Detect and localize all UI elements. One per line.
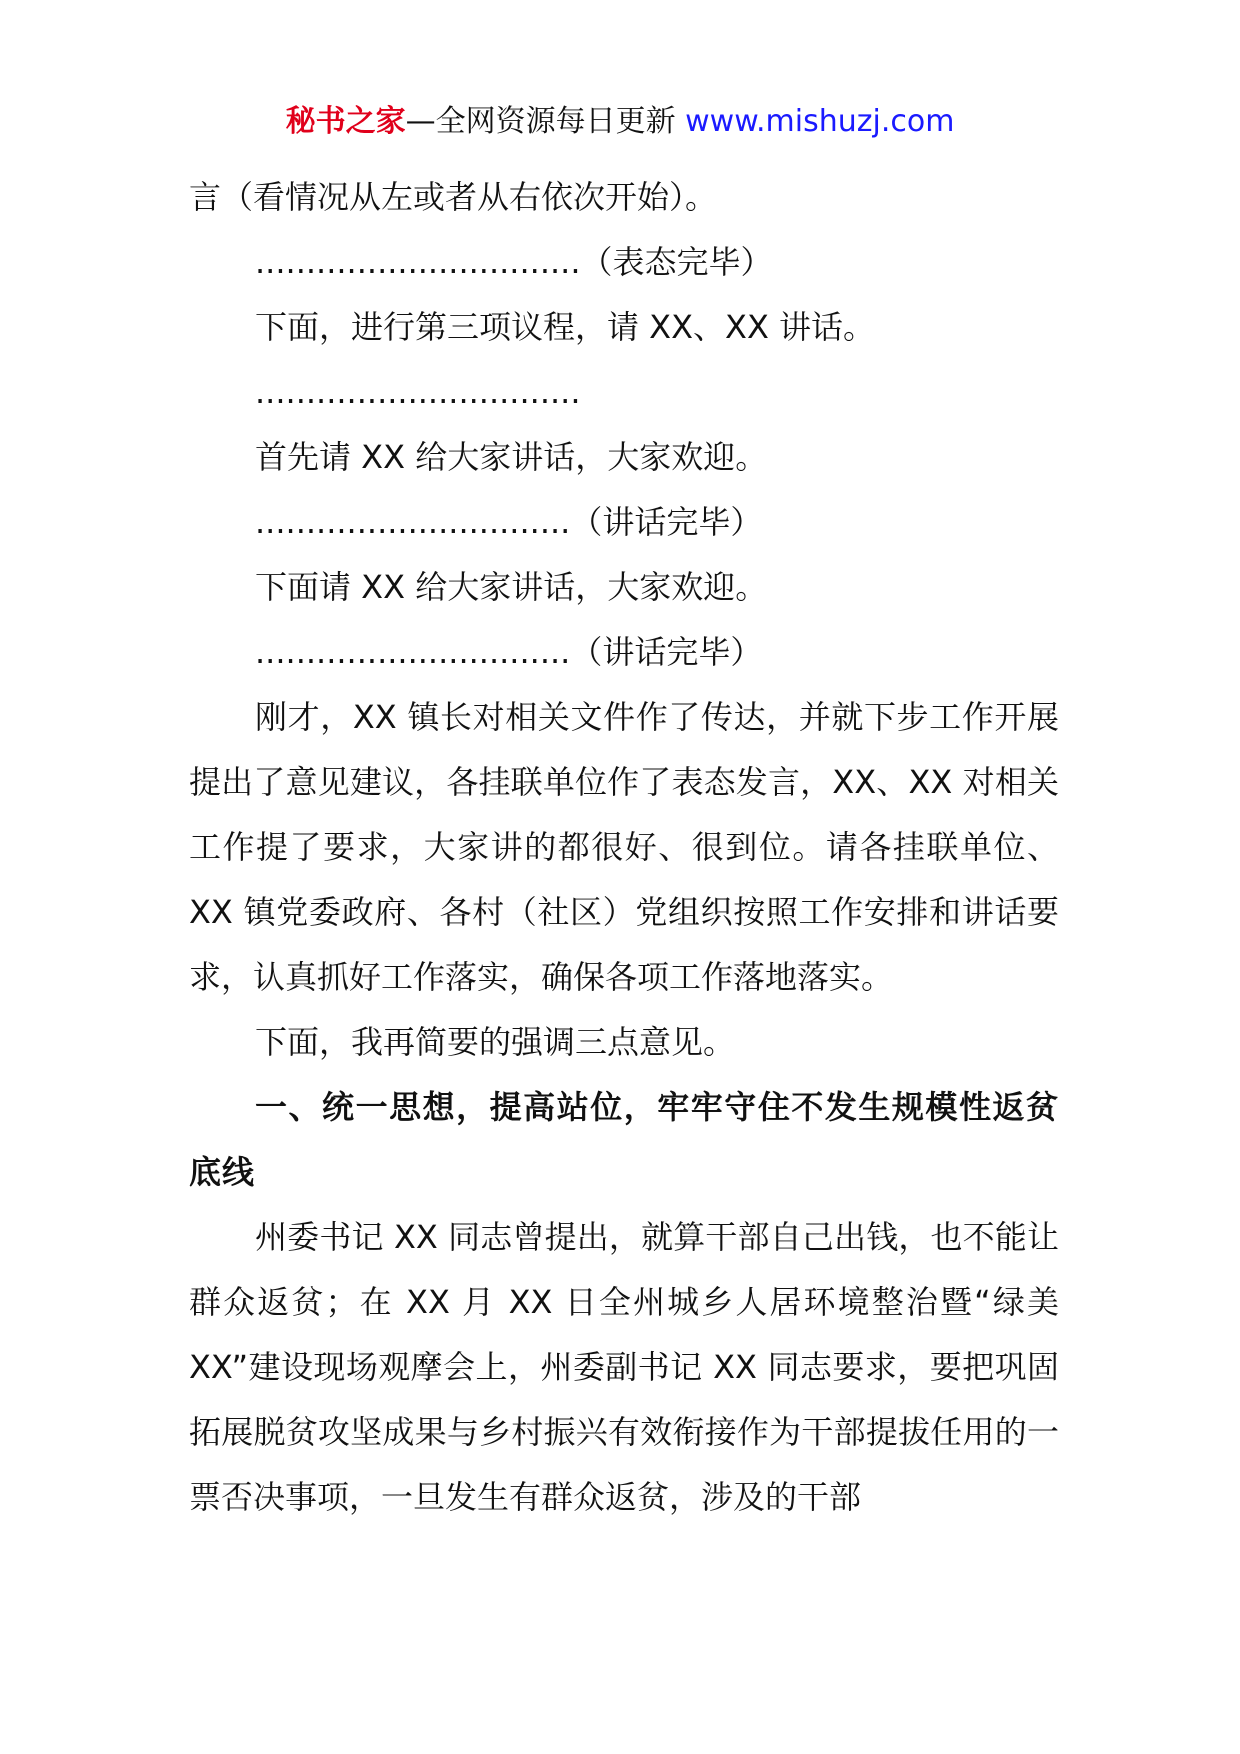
- brand-name: 秘书之家: [285, 104, 406, 139]
- paragraph-second-speaker: 下面请 XX 给大家讲话，大家欢迎。: [255, 568, 768, 606]
- header-slogan: —全网资源每日更新: [405, 104, 676, 139]
- paragraph-speech-done-2: ...............................（讲话完毕）: [255, 633, 763, 671]
- paragraph-first-speaker: 首先请 XX 给大家讲话，大家欢迎。: [255, 438, 768, 476]
- document-body: [189, 165, 1059, 1530]
- paragraph-summary: 刚才，XX 镇长对相关文件作了传达，并就下步工作开展提出了意见建议，各挂联单位作了表态发言，XX、XX 对相关工作提了要求，大家讲的都很好、很到位。请各挂联单位、XX 镇党委政府、各村（社区）党组织按照工作安排和讲话要求，认真抓好工作落实，确保各项工作落地落实。: [189, 698, 1059, 996]
- paragraph-third-agenda: 下面，进行第三项议程，请 XX、XX 讲话。: [255, 308, 876, 346]
- paragraph-section-1: 州委书记 XX 同志曾提出，就算干部自己出钱，也不能让群众返贫；在 XX 月 XX 日全州城乡人居环境整治暨“绿美 XX”建设现场观摩会上，州委副书记 XX 同志要求，要把巩固拓展脱贫攻坚成果与乡村振兴有效衔接作为干部提拔任用的一票否决事项，一旦发生有群众返贫，涉及的干部: [189, 1218, 1059, 1516]
- section-heading-1: 一、统一思想，提高站位，牢牢守住不发生规模性返贫底线: [189, 1088, 1059, 1191]
- paragraph-dots: ................................: [255, 373, 581, 411]
- page-header: [0, 100, 1240, 144]
- header-url-link[interactable]: www.mishuzj.com: [685, 104, 955, 139]
- paragraph-three-points: 下面，我再简要的强调三点意见。: [255, 1023, 736, 1061]
- paragraph-speech-done-1: ...............................（讲话完毕）: [255, 503, 763, 541]
- paragraph-statement-done: ................................（表态完毕）: [255, 243, 773, 281]
- paragraph-continuation: 言（看情况从左或者从右依次开始）。: [189, 178, 718, 216]
